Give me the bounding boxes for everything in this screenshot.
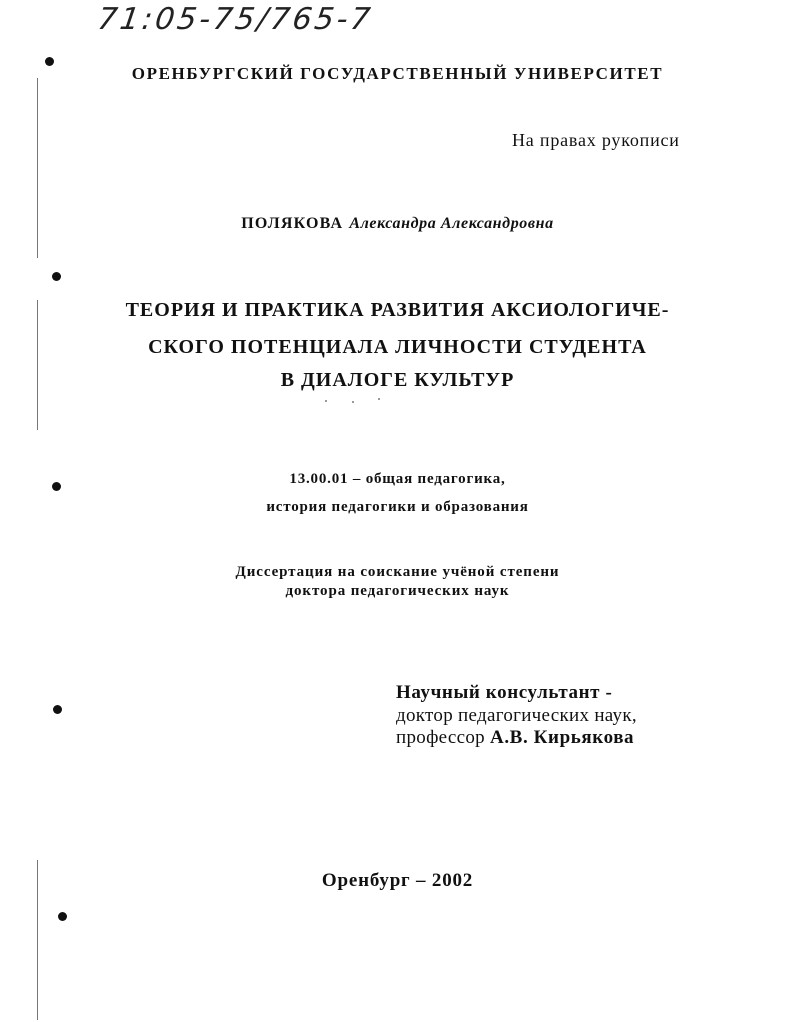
specialty-name: история педагогики и образования xyxy=(266,499,529,515)
consultant-role: Научный консультант - xyxy=(396,682,613,703)
consultant-title: профессор xyxy=(396,727,485,748)
dissertation-title-line: СКОГО ПОТЕНЦИАЛА ЛИЧНОСТИ СТУДЕНТА xyxy=(148,336,647,358)
scan-speck xyxy=(378,398,380,400)
archive-handwritten-number: 71:05-75/765-7 xyxy=(95,2,376,37)
city-year: Оренбург – 2002 xyxy=(321,870,474,891)
dissertation-title-line: ТЕОРИЯ И ПРАКТИКА РАЗВИТИЯ АКСИОЛОГИЧЕ- xyxy=(125,299,670,321)
university-name: ОРЕНБУРГСКИЙ ГОСУДАРСТВЕННЫЙ УНИВЕРСИТЕТ xyxy=(131,64,664,83)
scan-speck xyxy=(325,400,327,402)
consultant-name: А.В. Кирьякова xyxy=(490,727,635,748)
specialty-code: 13.00.01 – общая педагогика, xyxy=(289,471,506,487)
scan-speck xyxy=(352,401,354,403)
binding-hole xyxy=(58,912,67,921)
author-surname: ПОЛЯКОВА xyxy=(241,215,344,232)
dissertation-type: Диссертация на соискание учёной степени xyxy=(235,564,560,580)
author-name xyxy=(0,215,795,233)
manuscript-rights-note: На правах рукописи xyxy=(512,130,680,150)
consultant-degree: доктор педагогических наук, xyxy=(396,705,637,726)
dissertation-degree: доктора педагогических наук xyxy=(285,583,510,599)
author-given-names: Александра Александровна xyxy=(349,215,554,232)
consultant-title-name xyxy=(396,727,634,749)
binding-hole xyxy=(53,705,62,714)
binding-hole xyxy=(52,272,61,281)
dissertation-title-line: В ДИАЛОГЕ КУЛЬТУР xyxy=(280,369,515,391)
